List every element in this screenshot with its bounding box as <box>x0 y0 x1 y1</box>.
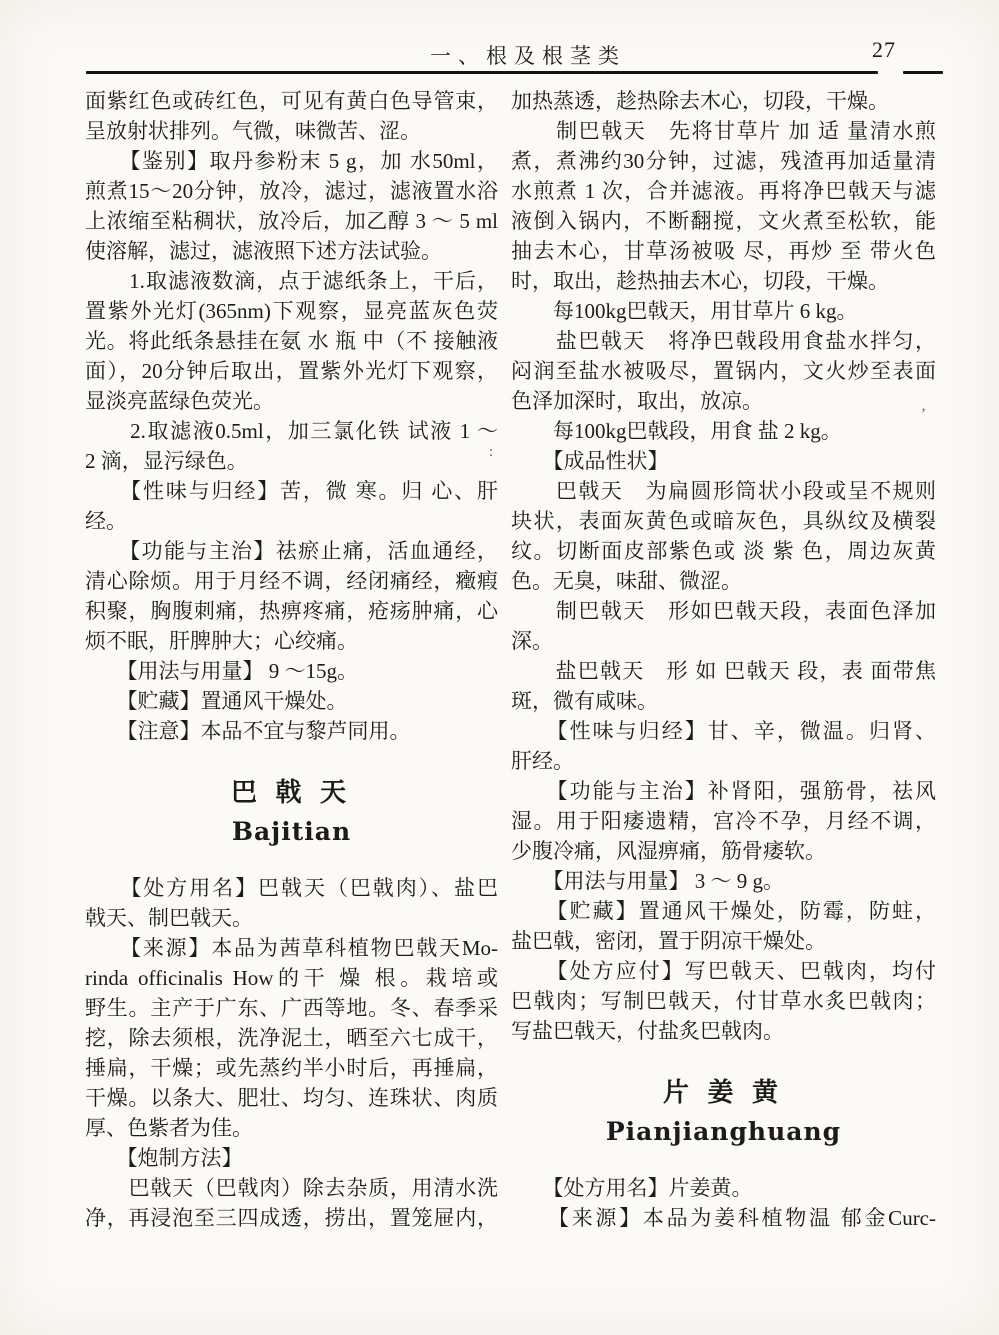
text-line: 水煎煮 1 次，合并滤液。再将净巴戟天与滤 <box>511 179 936 203</box>
text-line: 呈放射状排列。气微，味微苦、涩。 <box>85 119 421 143</box>
text-line: 厚、色紫者为佳。 <box>85 1116 253 1140</box>
page-number: 27 <box>872 37 896 62</box>
text-line: 闷润至盐水被吸尽，置锅内，文火炒至表面 <box>511 359 936 383</box>
text-line: 【处方应付】写巴戟天、巴戟肉，均付 <box>511 959 936 983</box>
text-line: 干燥。以条大、肥壮、均匀、连珠状、肉质 <box>85 1086 498 1110</box>
section-heading <box>85 776 498 847</box>
text-line: 盐巴戟天 形 如 巴戟天 段，表 面带焦 <box>511 659 936 683</box>
text-line: 野生。主产于广东、广西等地。冬、春季采 <box>85 996 498 1020</box>
text-line: 巴戟天（巴戟肉）除去杂质，用清水洗 <box>85 1176 498 1200</box>
text-line: 制巴戟天 先将甘草片 加 适 量清水煎 <box>511 119 936 143</box>
text-line: 每100kg巴戟段，用食 盐 2 kg。 <box>511 419 842 443</box>
ink-speck: : <box>489 444 494 460</box>
text-line: 斑，微有咸味。 <box>511 689 658 713</box>
text-line: 盐巴戟，密闭，置于阴凉干燥处。 <box>511 929 826 953</box>
text-line: 【功能与主治】补肾阳，强筋骨，祛风 <box>511 779 936 803</box>
text-line: 肝经。 <box>511 749 574 773</box>
text-line: 【鉴别】取丹参粉末 5 g，加 水50ml， <box>85 149 498 173</box>
text-line: 【性味与归经】甘、辛，微温。归肾、 <box>511 719 936 743</box>
text-line: 纹。切断面皮部紫色或 淡 紫 色，周边灰黄 <box>511 539 936 563</box>
text-line: 时，取出，趁热抽去木心，切段，干燥。 <box>511 269 889 293</box>
text-line: 【处方用名】巴戟天（巴戟肉）、盐巴 <box>85 876 498 900</box>
text-line: 每100kg巴戟天，用甘草片 6 kg。 <box>511 299 858 323</box>
text-line: 面），20分钟后取出，置紫外光灯下观察， <box>85 359 498 383</box>
section-heading-pinyin: Pianjianghuang <box>605 1117 842 1146</box>
section-heading-chinese: 片 姜 黄 <box>662 1078 784 1107</box>
text-line: 制巴戟天 形如巴戟天段，表面色泽加 <box>511 599 936 623</box>
header-rule-end-dash <box>903 71 943 74</box>
text-line: 盐巴戟天 将净巴戟段用食盐水拌匀， <box>511 329 936 353</box>
text-line: 写盐巴戟天，付盐炙巴戟肉。 <box>511 1019 784 1043</box>
text-line: 2 滴，显污绿色。 <box>85 449 248 473</box>
text-line: 【炮制方法】 <box>85 1146 243 1170</box>
section-heading <box>511 1076 936 1147</box>
text-line: 深。 <box>511 629 553 653</box>
text-line: 色。无臭，味甜、微涩。 <box>511 569 742 593</box>
text-line: 1.取滤液数滴，点于滤纸条上，干后， <box>85 269 498 293</box>
text-line: rinda officinalis How的干 燥 根。栽培或 <box>85 966 498 990</box>
text-line: 捶扁，干燥；或先蒸约半小时后，再捶扁， <box>85 1056 498 1080</box>
text-line: 【贮藏】置通风干燥处。 <box>85 689 348 713</box>
text-line: 巴戟天 为扁圆形筒状小段或呈不规则 <box>511 479 936 503</box>
text-line: 【用法与用量】 9 ～15g。 <box>85 659 358 683</box>
text-line: 抽去木心，甘草汤被吸 尽，再炒 至 带火色 <box>511 239 936 263</box>
text-line: 光。将此纸条悬挂在氨 水 瓶 中（不 接触液 <box>85 329 498 353</box>
text-line: 【处方用名】片姜黄。 <box>511 1176 753 1200</box>
text-line: 【来源】本品为姜科植物温 郁金Curc- <box>511 1206 936 1230</box>
text-line: 【用法与用量】 3 ～ 9 g。 <box>511 869 784 893</box>
text-line: 液倒入锅内，不断翻搅，文火煮至松软，能 <box>511 209 936 233</box>
text-line: 使溶解，滤过，滤液照下述方法试验。 <box>85 239 442 263</box>
text-line: 【注意】本品不宜与黎芦同用。 <box>85 719 411 743</box>
text-line: 【性味与归经】苦，微 寒。归 心、肝 <box>85 479 498 503</box>
text-line: 置紫外光灯(365nm)下观察，显亮蓝灰色荧 <box>85 299 498 323</box>
text-line: 块状，表面灰黄色或暗灰色，具纵纹及横裂 <box>511 509 936 533</box>
text-line: 上浓缩至粘稠状，放冷后，加乙醇 3 ～ 5 ml <box>85 209 498 233</box>
text-line: 【来源】本品为茜草科植物巴戟天Mo- <box>85 936 498 960</box>
right-text-column <box>511 86 936 1233</box>
text-line: 挖，除去须根，洗净泥土，晒至六七成干， <box>85 1026 498 1050</box>
text-line: 巴戟肉；写制巴戟天，付甘草水炙巴戟肉； <box>511 989 936 1013</box>
text-line: 【成品性状】 <box>511 449 669 473</box>
text-line: 积聚，胸腹刺痛，热痹疼痛，疮疡肿痛，心 <box>85 599 498 623</box>
text-line: 显淡亮蓝绿色荧光。 <box>85 389 274 413</box>
text-line: 加热蒸透，趁热除去木心，切段，干燥。 <box>511 89 889 113</box>
text-line: 面紫红色或砖红色，可见有黄白色导管束， <box>85 89 498 113</box>
text-line: 烦不眠，肝脾肿大；心绞痛。 <box>85 629 358 653</box>
text-line: 戟天、制巴戟天。 <box>85 906 253 930</box>
chapter-title: 一、根及根茎类 <box>430 44 626 68</box>
text-line: 色泽加深时，取出，放凉。 <box>511 389 763 413</box>
text-line: 煎煮15～20分钟，放冷，滤过，滤液置水浴 <box>85 179 498 203</box>
text-line: 清心除烦。用于月经不调，经闭痛经，癥瘕 <box>85 569 498 593</box>
text-line: 经。 <box>85 509 127 533</box>
left-text-column <box>85 86 498 1233</box>
text-line: 【贮藏】置通风干燥处，防霉，防蛀， <box>511 899 936 923</box>
ink-speck: ’ <box>921 406 926 422</box>
text-line: 煮，煮沸约30分钟，过滤，残渣再加适量清 <box>511 149 936 173</box>
text-line: 2.取滤液0.5ml，加三氯化铁 试液 1 ～ <box>85 419 498 443</box>
section-heading-pinyin: Bajitian <box>231 817 352 846</box>
text-line: 湿。用于阳痿遗精，宫冷不孕，月经不调， <box>511 809 936 833</box>
text-line: 少腹冷痛，风湿痹痛，筋骨痿软。 <box>511 839 826 863</box>
section-heading-chinese: 巴 戟 天 <box>230 778 352 807</box>
text-line: 【功能与主治】祛瘀止痛，活血通经， <box>85 539 498 563</box>
text-line: 净，再浸泡至三四成透，捞出，置笼屉内， <box>85 1206 498 1230</box>
header-rule <box>86 71 878 74</box>
